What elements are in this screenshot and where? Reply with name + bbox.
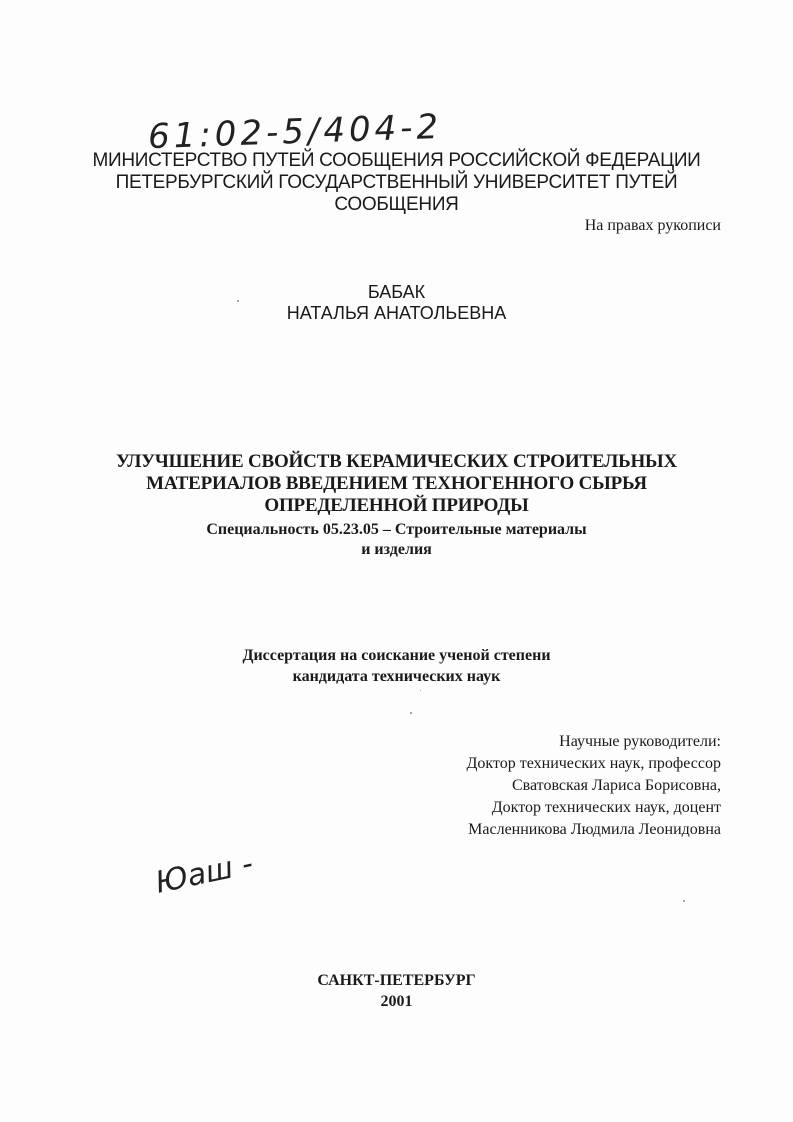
city: САНКТ-ПЕТЕРБУРГ [317,972,476,989]
author-surname: БАБАК [367,282,426,302]
degree-line-1: Диссертация на соискание ученой степени [242,647,551,664]
handwritten-signature: Юаш - [152,846,257,901]
ministry-line-3: СООБЩЕНИЯ [334,194,459,215]
scan-speck [420,690,421,691]
degree-line-2: кандидата технических наук [292,668,501,685]
supervisor-2-title: Доктор технических наук, доцент [491,799,721,816]
degree-block [0,645,793,687]
handwritten-archive-code: 61:02-5/404-2 [147,106,443,158]
title-line-2: МАТЕРИАЛОВ ВВЕДЕНИЕМ ТЕХНОГЕННОГО СЫРЬЯ [146,473,647,494]
scan-speck [410,712,412,714]
supervisor-1-title: Доктор технических наук, профессор [466,755,721,772]
year: 2001 [380,993,413,1010]
ministry-header [0,150,793,216]
ministry-line-1: МИНИСТЕРСТВО ПУТЕЙ СООБЩЕНИЯ РОССИЙСКОЙ ФЕДЕРАЦИИ [92,150,701,171]
specialty-line-1: Специальность 05.23.05 – Строительные материалы [206,521,587,538]
specialty-block [0,520,793,560]
title-line-3: ОПРЕДЕЛЕННОЙ ПРИРОДЫ [264,495,529,516]
supervisors-heading: Научные руководители: [559,733,721,750]
supervisor-1-name: Сватовская Лариса Борисовна, [511,777,721,794]
specialty-line-2: и изделия [361,541,432,558]
author-name: НАТАЛЬЯ АНАТОЛЬЕВНА [286,303,507,323]
scan-speck [237,300,239,302]
author-block [0,282,793,324]
scan-speck [683,900,685,902]
ministry-line-2: ПЕТЕРБУРГСКИЙ ГОСУДАРСТВЕННЫЙ УНИВЕРСИТЕТ ПУТЕЙ [115,172,678,193]
city-year-block [0,970,793,1012]
supervisor-2-name: Масленникова Людмила Леонидовна [468,821,721,838]
dissertation-title [0,451,793,517]
supervisors-block [466,731,721,841]
title-line-1: УЛУЧШЕНИЕ СВОЙСТВ КЕРАМИЧЕСКИХ СТРОИТЕЛЬНЫХ [115,451,677,472]
rights-note: На правах рукописи [584,217,721,234]
